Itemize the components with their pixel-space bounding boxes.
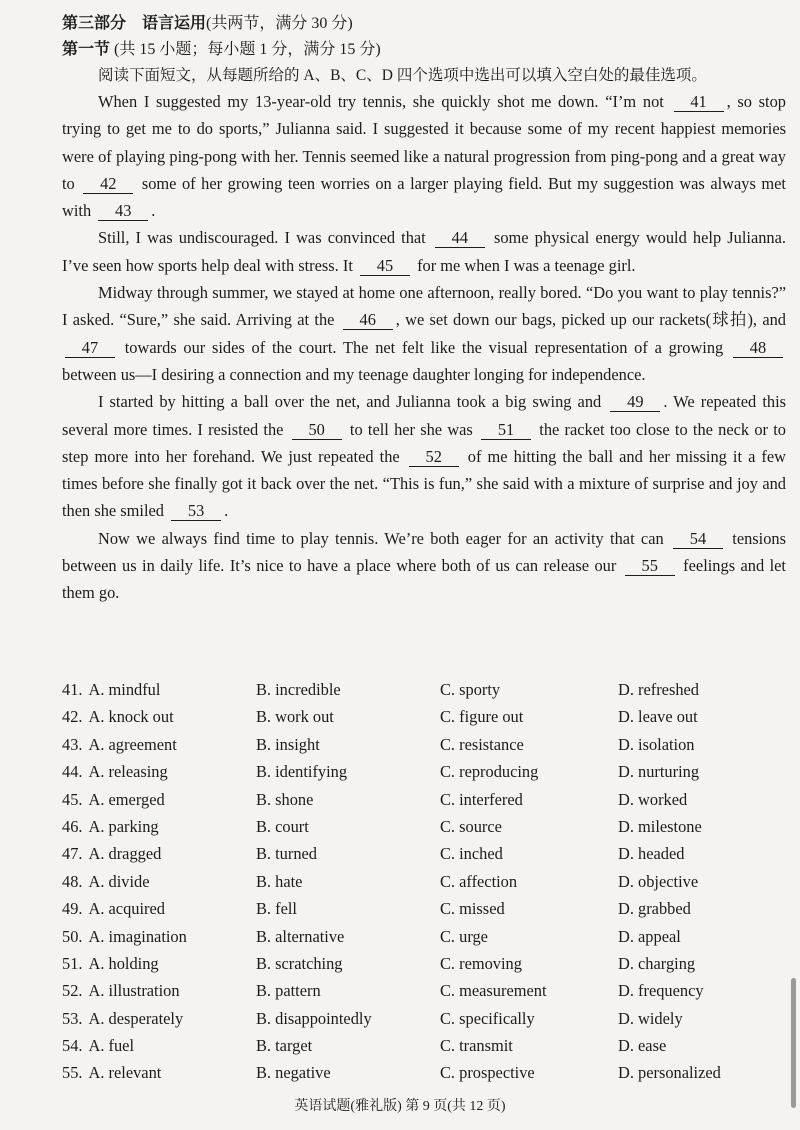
paragraph bbox=[62, 525, 786, 607]
section-title: 第一节 bbox=[62, 41, 111, 58]
section-note: (共 15 小题；每小题 1 分，满分 15 分) bbox=[114, 41, 381, 58]
passage-text: , so stop trying to get me to do sports,” Julianna said. I suggested it because some of my recent happiest memories were of playing ping-pong with her. Tennis seemed like a natural progression from ping-pong and a great way to bbox=[62, 92, 786, 193]
option-d: D. leave out bbox=[618, 707, 698, 727]
option-d: D. worked bbox=[618, 789, 688, 809]
question-num: 55. bbox=[62, 1063, 83, 1083]
option-c: C. inched bbox=[440, 844, 503, 864]
option-c: C. urge bbox=[440, 926, 488, 946]
option-a: A. illustration bbox=[88, 981, 180, 1001]
question-num: 42. bbox=[62, 707, 83, 727]
question-number bbox=[62, 758, 168, 785]
option-d: D. refreshed bbox=[618, 680, 700, 699]
option-b: B. negative bbox=[256, 1063, 331, 1083]
option-d: D. grabbed bbox=[618, 899, 691, 919]
question-row bbox=[62, 840, 792, 867]
question-row bbox=[62, 676, 792, 703]
option-c: C. transmit bbox=[440, 1036, 513, 1056]
option-a: A. divide bbox=[88, 871, 150, 891]
question-number bbox=[62, 703, 174, 730]
question-num: 49. bbox=[62, 899, 83, 919]
paragraph bbox=[62, 224, 786, 279]
page-footer: 英语试题(雅礼版) 第 9 页(共 12 页) bbox=[294, 1099, 506, 1114]
question-row bbox=[62, 813, 792, 840]
question-number bbox=[62, 731, 177, 758]
passage-text: towards our sides of the court. The net felt like the visual representation of a growing bbox=[118, 337, 730, 357]
question-row bbox=[62, 868, 792, 895]
question-number bbox=[62, 786, 165, 813]
question-number bbox=[62, 1059, 161, 1086]
option-b: B. insight bbox=[256, 734, 320, 754]
part-heading bbox=[62, 10, 353, 33]
paragraph bbox=[62, 88, 786, 224]
option-d: D. nurturing bbox=[618, 762, 700, 782]
section-heading bbox=[62, 36, 381, 59]
blank-47: 47 bbox=[65, 339, 115, 358]
question-number bbox=[62, 1005, 183, 1032]
option-d: D. charging bbox=[618, 953, 696, 973]
option-c: C. missed bbox=[440, 899, 505, 919]
option-b: B. pattern bbox=[256, 981, 321, 1001]
passage-text: the racket too close to the neck or to step more into her forehand. We just repeated the bbox=[62, 419, 786, 466]
blank-50: 50 bbox=[292, 421, 342, 440]
option-c: C. interfered bbox=[440, 789, 523, 809]
blank-51: 51 bbox=[481, 421, 531, 440]
question-number bbox=[62, 923, 187, 950]
question-row bbox=[62, 1005, 792, 1032]
option-b: B. alternative bbox=[256, 926, 345, 946]
option-a: A. holding bbox=[88, 953, 159, 973]
option-d: D. milestone bbox=[618, 816, 702, 836]
blank-48: 48 bbox=[733, 339, 783, 358]
question-number bbox=[62, 1032, 134, 1059]
blank-41: 41 bbox=[674, 93, 724, 112]
option-d: D. frequency bbox=[618, 981, 704, 1001]
passage-text: tensions between us in daily life. It’s nice to have a place where both of us can release our bbox=[62, 528, 786, 576]
option-a: A. acquired bbox=[88, 899, 165, 919]
passage-text: Midway through summer, we stayed at home one afternoon, really bored. “Do you want to play tennis?” I asked. “Sure,” she said. Arriving at the bbox=[62, 283, 786, 330]
option-b: B. turned bbox=[256, 844, 318, 864]
passage-text: between us—I desiring a connection and my teenage daughter longing for independence. bbox=[62, 364, 646, 384]
option-d: D. isolation bbox=[618, 734, 695, 754]
question-row bbox=[62, 895, 792, 922]
option-a: A. mindful bbox=[88, 680, 161, 699]
option-a: A. emerged bbox=[88, 789, 165, 809]
paragraph bbox=[62, 388, 786, 524]
question-num: 47. bbox=[62, 844, 83, 864]
passage-text: some physical energy would help Julianna. I’ve seen how sports help deal with stress. It bbox=[62, 228, 786, 275]
blank-54: 54 bbox=[673, 530, 723, 549]
passage-text: I started by hitting a ball over the net, and Julianna took a big swing and bbox=[98, 392, 608, 412]
option-d: D. widely bbox=[618, 1008, 683, 1028]
option-c: C. sporty bbox=[440, 680, 501, 699]
passage-text: Still, I was undiscouraged. I was convinced that bbox=[98, 228, 432, 248]
option-d: D. ease bbox=[618, 1036, 667, 1056]
options-list bbox=[62, 676, 792, 1087]
question-num: 44. bbox=[62, 762, 83, 782]
option-a: A. relevant bbox=[88, 1063, 162, 1083]
question-num: 43. bbox=[62, 734, 83, 754]
option-a: A. desperately bbox=[88, 1008, 184, 1028]
passage-text: for me when I was a teenage girl. bbox=[412, 255, 636, 275]
option-a: A. dragged bbox=[88, 844, 162, 864]
blank-46: 46 bbox=[343, 311, 393, 330]
passage-text: When I suggested my 13-year-old try tennis, she quickly shot me down. “I’m not bbox=[98, 92, 671, 111]
passage-text: some of her growing teen worries on a larger playing field. But my suggestion was always met with bbox=[62, 173, 786, 221]
option-c: C. figure out bbox=[440, 707, 524, 727]
option-d: D. headed bbox=[618, 844, 685, 864]
blank-45: 45 bbox=[360, 257, 410, 276]
blank-55: 55 bbox=[625, 557, 675, 576]
question-number bbox=[62, 977, 180, 1004]
option-c: C. reproducing bbox=[440, 762, 539, 782]
question-row bbox=[62, 923, 792, 950]
blank-49: 49 bbox=[610, 393, 660, 412]
option-b: B. incredible bbox=[256, 680, 341, 699]
question-number bbox=[62, 868, 150, 895]
instruction: 阅读下面短文，从每题所给的 A、B、C、D 四个选项中选出可以填入空白处的最佳选项。 bbox=[98, 67, 707, 84]
question-num: 54. bbox=[62, 1036, 83, 1056]
option-c: C. source bbox=[440, 816, 502, 836]
option-c: C. measurement bbox=[440, 981, 547, 1001]
option-a: A. agreement bbox=[88, 734, 177, 754]
question-row bbox=[62, 1059, 792, 1086]
question-num: 46. bbox=[62, 816, 83, 836]
option-b: B. hate bbox=[256, 871, 303, 891]
blank-53: 53 bbox=[171, 502, 221, 521]
option-b: B. disappointedly bbox=[256, 1008, 372, 1028]
passage-text: , we set down our bags, picked up our rackets(球拍), and bbox=[395, 310, 787, 330]
option-b: B. fell bbox=[256, 899, 297, 919]
option-b: B. target bbox=[256, 1036, 313, 1056]
passage-text: Now we always find time to play tennis. We’re both eager for an activity that can bbox=[98, 528, 670, 548]
question-number bbox=[62, 676, 160, 703]
question-number bbox=[62, 813, 159, 840]
question-row bbox=[62, 758, 792, 785]
question-row bbox=[62, 786, 792, 813]
option-b: B. shone bbox=[256, 789, 314, 809]
option-a: A. fuel bbox=[88, 1036, 135, 1056]
option-d: D. personalized bbox=[618, 1063, 721, 1083]
scrollbar[interactable] bbox=[791, 978, 796, 1108]
option-d: D. appeal bbox=[618, 926, 681, 946]
question-row bbox=[62, 1032, 792, 1059]
question-num: 48. bbox=[62, 871, 83, 891]
question-num: 45. bbox=[62, 789, 83, 809]
option-c: C. affection bbox=[440, 871, 518, 891]
option-c: C. specifically bbox=[440, 1008, 535, 1028]
question-num: 50. bbox=[62, 926, 83, 946]
question-row bbox=[62, 977, 792, 1004]
passage-text: . We repeated this several more times. I resisted the bbox=[62, 392, 787, 439]
passage-text: feelings and let them go. bbox=[62, 556, 786, 603]
option-b: B. scratching bbox=[256, 953, 343, 973]
paragraph bbox=[62, 279, 786, 388]
blank-44: 44 bbox=[435, 229, 485, 248]
option-c: C. prospective bbox=[440, 1063, 535, 1083]
question-row bbox=[62, 950, 792, 977]
option-c: C. removing bbox=[440, 953, 522, 973]
question-row bbox=[62, 731, 792, 758]
passage-text: to tell her she was bbox=[344, 419, 479, 439]
option-a: A. parking bbox=[88, 816, 159, 836]
option-b: B. court bbox=[256, 816, 309, 836]
question-number bbox=[62, 950, 159, 977]
question-row bbox=[62, 703, 792, 730]
option-a: A. releasing bbox=[88, 762, 168, 782]
question-num: 52. bbox=[62, 981, 83, 1001]
option-d: D. objective bbox=[618, 871, 699, 891]
passage-text: . bbox=[151, 201, 156, 221]
option-b: B. work out bbox=[256, 707, 334, 727]
question-number bbox=[62, 895, 165, 922]
question-num: 51. bbox=[62, 953, 83, 973]
part-note: (共两节，满分 30 分) bbox=[206, 15, 353, 32]
option-a: A. knock out bbox=[88, 707, 174, 727]
question-num: 53. bbox=[62, 1008, 83, 1028]
passage-text: . bbox=[224, 501, 229, 521]
question-num: 41. bbox=[62, 680, 83, 699]
blank-43: 43 bbox=[98, 202, 148, 221]
option-c: C. resistance bbox=[440, 734, 524, 754]
blank-52: 52 bbox=[409, 448, 459, 467]
blank-42: 42 bbox=[83, 175, 133, 194]
option-a: A. imagination bbox=[88, 926, 187, 946]
question-number bbox=[62, 840, 161, 867]
passage-text: of me hitting the ball and her missing it a few times before she finally got it back over the net. “This is fun,” she said with a mixture of surprise and joy and then she smiled bbox=[62, 446, 786, 521]
part-title: 第三部分 语言运用 bbox=[62, 15, 207, 32]
passage bbox=[62, 88, 786, 607]
option-b: B. identifying bbox=[256, 762, 348, 782]
